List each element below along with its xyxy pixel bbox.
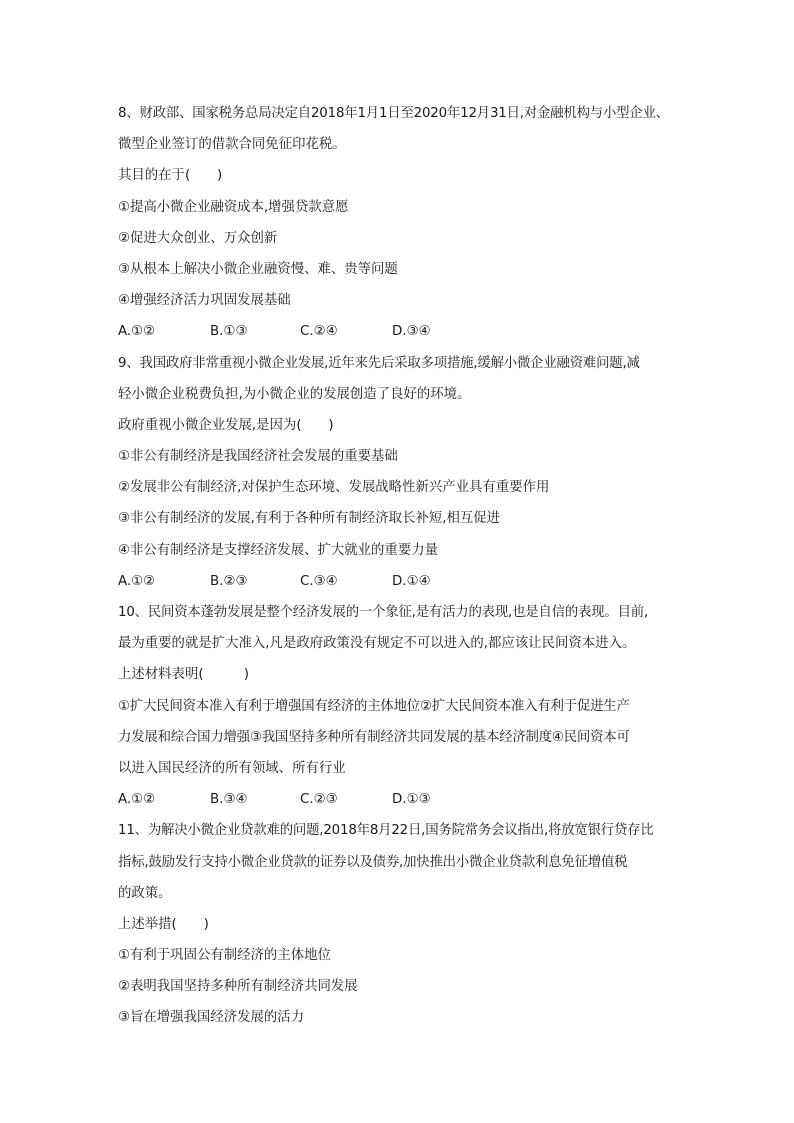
q8-option-b: B.①③ bbox=[210, 324, 248, 340]
q11-item-1: ①有利于巩固公有制经济的主体地位 bbox=[118, 948, 331, 964]
q8-option-a: A.①② bbox=[118, 324, 156, 340]
q10-option-d: D.①③ bbox=[392, 792, 431, 808]
question-9 bbox=[118, 348, 696, 598]
q8-options bbox=[118, 316, 696, 347]
q8-prompt: 其目的在于( ) bbox=[118, 168, 223, 184]
q10-options bbox=[118, 784, 696, 815]
q10-option-b: B.③④ bbox=[210, 792, 248, 808]
q9-option-a: A.①② bbox=[118, 573, 156, 589]
question-11 bbox=[118, 815, 696, 1033]
q11-stem-line: 11、为解决小微企业贷款难的问题,2018年8月22日,国务院常务会议指出,将放宽银行贷存比 bbox=[118, 823, 654, 839]
q10-stem-line: 10、民间资本蓬勃发展是整个经济发展的一个象征,是有活力的表现,也是自信的表现。目前, bbox=[118, 605, 649, 620]
q10-option-c: C.②③ bbox=[300, 792, 338, 808]
q8-stem-line: 8、财政部、国家税务总局决定自2018年1月1日至2020年12月31日,对金融机构与小型企业、 bbox=[118, 106, 669, 121]
q9-item-1: ①非公有制经济是我国经济社会发展的重要基础 bbox=[118, 449, 398, 465]
question-8 bbox=[118, 98, 696, 348]
question-10 bbox=[118, 597, 696, 815]
q8-option-d: D.③④ bbox=[392, 324, 431, 340]
q9-option-b: B.②③ bbox=[210, 573, 248, 589]
q8-item-4: ④增强经济活力巩固发展基础 bbox=[118, 293, 291, 309]
q9-item-4: ④非公有制经济是支撑经济发展、扩大就业的重要力量 bbox=[118, 542, 438, 558]
q11-item-3: ③旨在增强我国经济发展的活力 bbox=[118, 1010, 305, 1026]
q10-stem-line: 最为重要的就是扩大准入,凡是政府政策没有规定不可以进入的,都应该让民间资本进入。 bbox=[118, 636, 636, 652]
q9-option-c: C.③④ bbox=[300, 573, 338, 589]
q9-prompt: 政府重视小微企业发展,是因为( ) bbox=[118, 417, 334, 433]
q9-option-d: D.①④ bbox=[392, 573, 431, 589]
q11-item-2: ②表明我国坚持多种所有制经济共同发展 bbox=[118, 979, 358, 995]
q8-item-1: ①提高小微企业融资成本,增强贷款意愿 bbox=[118, 199, 349, 215]
question-list bbox=[118, 98, 696, 1034]
q10-item-line: 以进入国民经济的所有领域、所有行业 bbox=[118, 760, 346, 776]
q10-item-line: ①扩大民间资本准入有利于增强国有经济的主体地位②扩大民间资本准入有利于促进生产 bbox=[118, 698, 630, 714]
q9-item-3: ③非公有制经济的发展,有利于各种所有制经济取长补短,相互促进 bbox=[118, 511, 501, 527]
q11-stem-line: 的政策。 bbox=[118, 885, 172, 901]
q8-item-3: ③从根本上解决小微企业融资慢、难、贵等问题 bbox=[118, 261, 398, 277]
q10-option-a: A.①② bbox=[118, 792, 156, 808]
q9-stem-line: 轻小微企业税费负担,为小微企业的发展创造了良好的环境。 bbox=[118, 386, 471, 402]
q9-item-2: ②发展非公有制经济,对保护生态环境、发展战略性新兴产业具有重要作用 bbox=[118, 480, 550, 496]
q8-option-c: C.②④ bbox=[300, 324, 338, 340]
q8-item-2: ②促进大众创业、万众创新 bbox=[118, 230, 278, 246]
q10-item-line: 力发展和综合国力增强③我国坚持多种所有制经济共同发展的基本经济制度④民间资本可 bbox=[118, 729, 630, 745]
q8-stem-line: 微型企业签订的借款合同免征印花税。 bbox=[118, 137, 346, 153]
q9-stem-line: 9、我国政府非常重视小微企业发展,近年来先后采取多项措施,缓解小微企业融资难问题,减 bbox=[118, 355, 640, 371]
q10-prompt: 上述材料表明( ) bbox=[118, 667, 249, 683]
q11-prompt: 上述举措( ) bbox=[118, 916, 209, 932]
q9-options bbox=[118, 566, 696, 597]
q11-stem-line: 指标,鼓励发行支持小微企业贷款的证券以及债券,加快推出小微企业贷款利息免征增值税 bbox=[118, 854, 628, 870]
